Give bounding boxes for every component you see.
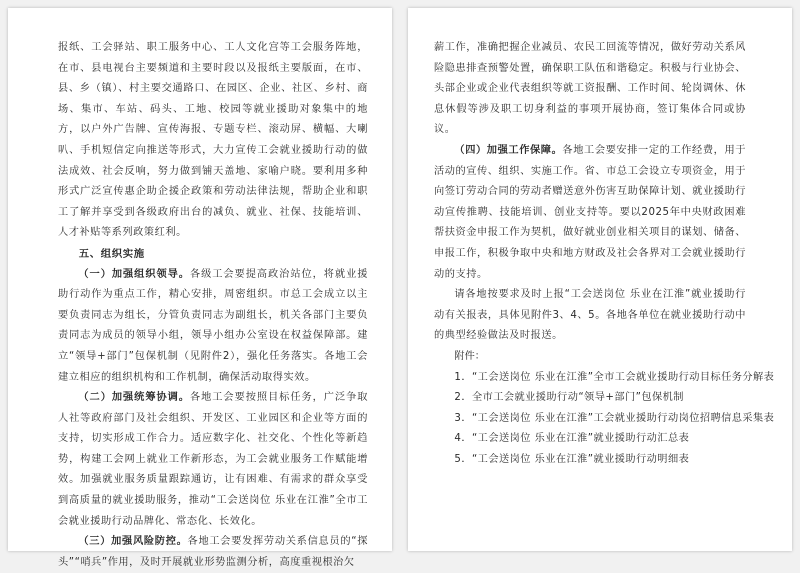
document-page-right <box>408 8 792 551</box>
paragraph-lead: （一）加强组织领导。 <box>78 268 190 280</box>
attachments-list <box>434 368 775 471</box>
paragraph-text: 各地工会要按照目标任务，广泛争取人社等政府部门及社会组织、开发区、工业园区和企业等方面的支持，切实形成工作合力。适应数字化、社交化、个性化等新趋势，构建工会网上就业工作新形态，为工会就业服务工作赋能增效。加强就业服务质量跟踪通访，让有困难、有需求的群众享受到高质量的就业援助服务，推动“工会送岗位 乐业在江淮”全市工会就业援助行动品牌化、常态化、长效化。 <box>58 392 368 527</box>
paragraph-organization <box>58 265 368 389</box>
continued-paragraph: 薪工作，准确把握企业减员、农民工回流等情况，做好劳动关系风险隐患排查预警处置，确保职工队伍和谐稳定。积极与行业协会、头部企业或企业代表组织等就工资报酬、工作时间、轮岗调休、休息休假等涉及职工切身利益的事项开展协商，签订集体合同或协议。 <box>434 42 746 136</box>
paragraph-lead: （三）加强风险防控。 <box>78 536 188 548</box>
section-heading: 五、组织实施 <box>78 247 145 260</box>
paragraph-coordination <box>58 388 368 532</box>
paragraph-text: 各地工会要安排一定的工作经费，用于活动的宣传、组织、实施工作。省、市总工会设立专项资金，用于向签订劳动合同的劳动者赠送意外伤害互助保障计划、就业援助行动宣传推聘、技能培训、创业支持等。要以2025年中央财政困难帮扶资金申报工作为契机，做好就业创业相关项目的谋划、储备、申报工作，积极争取中央和地方财政及社会各界对工会就业援助行动的支持。 <box>434 144 746 280</box>
attachment-item: 4．“工会送岗位 乐业在江淮”就业援助行动汇总表 <box>454 433 690 445</box>
attachments-title: 附件： <box>454 350 485 362</box>
attachment-item: 2．全市工会就业援助行动“领导+部门”包保机制 <box>454 392 684 404</box>
paragraph-work-guarantee <box>434 141 746 285</box>
document-page-left <box>8 8 392 568</box>
paragraph-reporting: 请各地按要求及时上报“工会送岗位 乐业在江淮”就业援助行动有关报表，具体见附件3、4、5。各地各单位在就业援助行动中的典型经验做法及时报送。 <box>434 289 746 342</box>
paragraph-text: 各级工会要提高政治站位，将就业援助行动作为重点工作，精心安排，周密组织。市总工会成立以主要负责同志为组长，分管负责同志为副组长，机关各部门主要负责同志为成员的领导小组，领导小组办公室设在权益保障部。建立“领导+部门”包保机制（见附件2），强化任务落实。各地工会建立相应的组织机构和工作机制，确保活动取得实效。 <box>58 268 368 383</box>
attachment-item: 5．“工会送岗位 乐业在江淮”就业援助行动明细表 <box>454 453 690 465</box>
attachment-item: 1．“工会送岗位 乐业在江淮”全市工会就业援助行动目标任务分解表 <box>454 371 775 383</box>
attachment-item: 3．“工会送岗位 乐业在江淮”工会就业援助行动岗位招聘信息采集表 <box>454 412 775 424</box>
paragraph-lead: （二）加强统筹协调。 <box>78 392 190 404</box>
intro-paragraph: 报纸、工会驿站、职工服务中心、工人文化宫等工会服务阵地，在市、县电视台主要频道和主要时段以及报纸主要版面，在市、县、乡（镇）、村主要交通路口、在园区、企业、社区、乡村、商场、集市、车站、码头、工地、校园等就业援助对象集中的地方，以户外广告牌、宣传海报、专题专栏、滚动屏、横幅、大喇叭、手机短信定向推送等形式，大力宣传工会就业援助行动的做法成效、社会反响，努力做到铺天盖地、家喻户晓。要利用多种形式广泛宣传惠企助企援企政策和劳动法律法规，帮助企业和职工了解并享受到各级政府出台的减负、就业、社保、技能培训、人才补贴等系列政策红利。 <box>58 42 368 239</box>
paragraph-lead: （四）加强工作保障。 <box>454 144 563 156</box>
paragraph-risk-control <box>58 532 368 573</box>
paragraph-text: 各地工会要发挥劳动关系信息员的“探头”“哨兵”作用，及时开展就业形势监测分析，高度重视根治欠 <box>58 536 368 568</box>
